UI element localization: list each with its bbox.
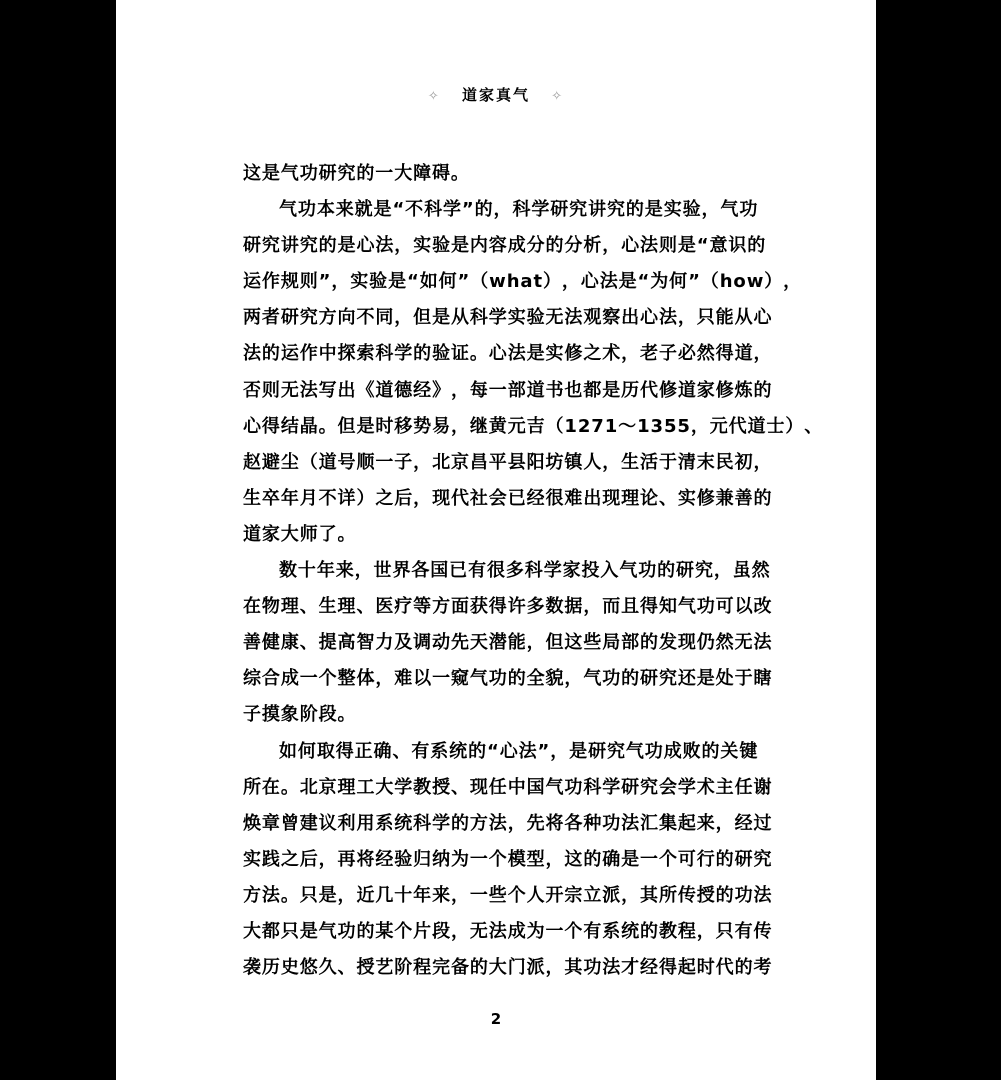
text-line: 两 者 研 究 方 向 不 同 ， 但 是 从 科 学 实 验 无 法 观 察 出 心 法 ， 只 能 从 心	[243, 307, 773, 329]
text-line: 如 何 取 得 正 确 、 有 系 统 的 “ 心 法 ” ， 是 研 究 气 功 成 败 的 关 键	[279, 740, 759, 762]
body-text	[243, 156, 824, 986]
text-line: 方 法 。 只 是 ， 近 几 十 年 来 ， 一 些 个 人 开 宗 立 派 ， 其 所 传 授 的 功 法	[243, 884, 773, 906]
text-line: 运 作 规 则 ” ， 实 验 是 “ 如 何 ” （ w h a t ） ， 心 法 是 “ 为 何 ” （ h o w ） ，	[243, 271, 803, 293]
text-line: 实 践 之 后 ， 再 将 经 验 归 纳 为 一 个 模 型 ， 这 的 确 是 一 个 可 行 的 研 究	[243, 848, 773, 870]
text-line: 焕 章 曾 建 议 利 用 系 统 科 学 的 方 法 ， 先 将 各 种 功 法 汇 集 起 来 ， 经 过	[243, 812, 773, 834]
text-line: 大 都 只 是 气 功 的 某 个 片 段 ， 无 法 成 为 一 个 有 系 统 的 教 程 ， 只 有 传	[243, 920, 773, 942]
text-line: 综 合 成 一 个 整 体 ， 难 以 一 窥 气 功 的 全 貌 ， 气 功 的 研 究 还 是 处 于 瞎	[243, 668, 773, 690]
text-line: 这是气功研究的一大障碍。	[243, 163, 470, 184]
text-line: 赵 避 尘 （ 道 号 顺 一 子 ， 北 京 昌 平 县 阳 坊 镇 人 ， 生 活 于 清 末 民 初 ，	[243, 451, 773, 473]
header-title: 道家真气	[461, 86, 530, 104]
text-line: 心 得 结 晶 。 但 是 时 移 势 易 ， 继 黄 元 吉 （ 1 2 7 1 ～ 1 3 5 5 ， 元 代 道 士 ） 、	[243, 415, 824, 437]
text-line: 袭 历 史 悠 久 、 授 艺 阶 程 完 备 的 大 门 派 ， 其 功 法 才 经 得 起 时 代 的 考	[243, 957, 773, 979]
text-line: 研 究 讲 究 的 是 心 法 ， 实 验 是 内 容 成 分 的 分 析 ， 心 法 则 是 “ 意 识 的	[243, 235, 767, 257]
header-right-ornament: ✧	[551, 88, 565, 104]
text-line: 所 在 。 北 京 理 工 大 学 教 授 、 现 任 中 国 气 功 科 学 研 究 会 学 术 主 任 谢	[243, 776, 773, 798]
text-line: 否 则 无 法 写 出 《 道 德 经 》 ， 每 一 部 道 书 也 都 是 历 代 修 道 家 修 炼 的	[243, 379, 773, 401]
text-line: 道家大师了。	[243, 523, 357, 545]
text-line: 善 健 康 、 提 高 智 力 及 调 动 先 天 潜 能 ， 但 这 些 局 部 的 发 现 仍 然 无 法	[243, 632, 773, 654]
book-page	[116, 0, 876, 1080]
text-line: 生 卒 年 月 不 详 ） 之 后 ， 现 代 社 会 已 经 很 难 出 现 理 论 、 实 修 兼 善 的	[243, 487, 773, 509]
text-line: 气 功 本 来 就 是 “ 不 科 学 ” 的 ， 科 学 研 究 讲 究 的 是 实 验 ， 气 功	[279, 199, 759, 221]
text-line: 子摸象阶段。	[243, 704, 357, 726]
header-left-ornament: ✧	[427, 88, 441, 104]
page-number: 2	[490, 1010, 502, 1028]
running-header	[116, 84, 876, 105]
text-line: 法 的 运 作 中 探 索 科 学 的 验 证 。 心 法 是 实 修 之 术 ， 老 子 必 然 得 道 ，	[243, 343, 773, 365]
text-line: 数 十 年 来 ， 世 界 各 国 已 有 很 多 科 学 家 投 入 气 功 的 研 究 ， 虽 然	[279, 560, 771, 582]
text-line: 在 物 理 、 生 理 、 医 疗 等 方 面 获 得 许 多 数 据 ， 而 且 得 知 气 功 可 以 改	[243, 596, 773, 618]
